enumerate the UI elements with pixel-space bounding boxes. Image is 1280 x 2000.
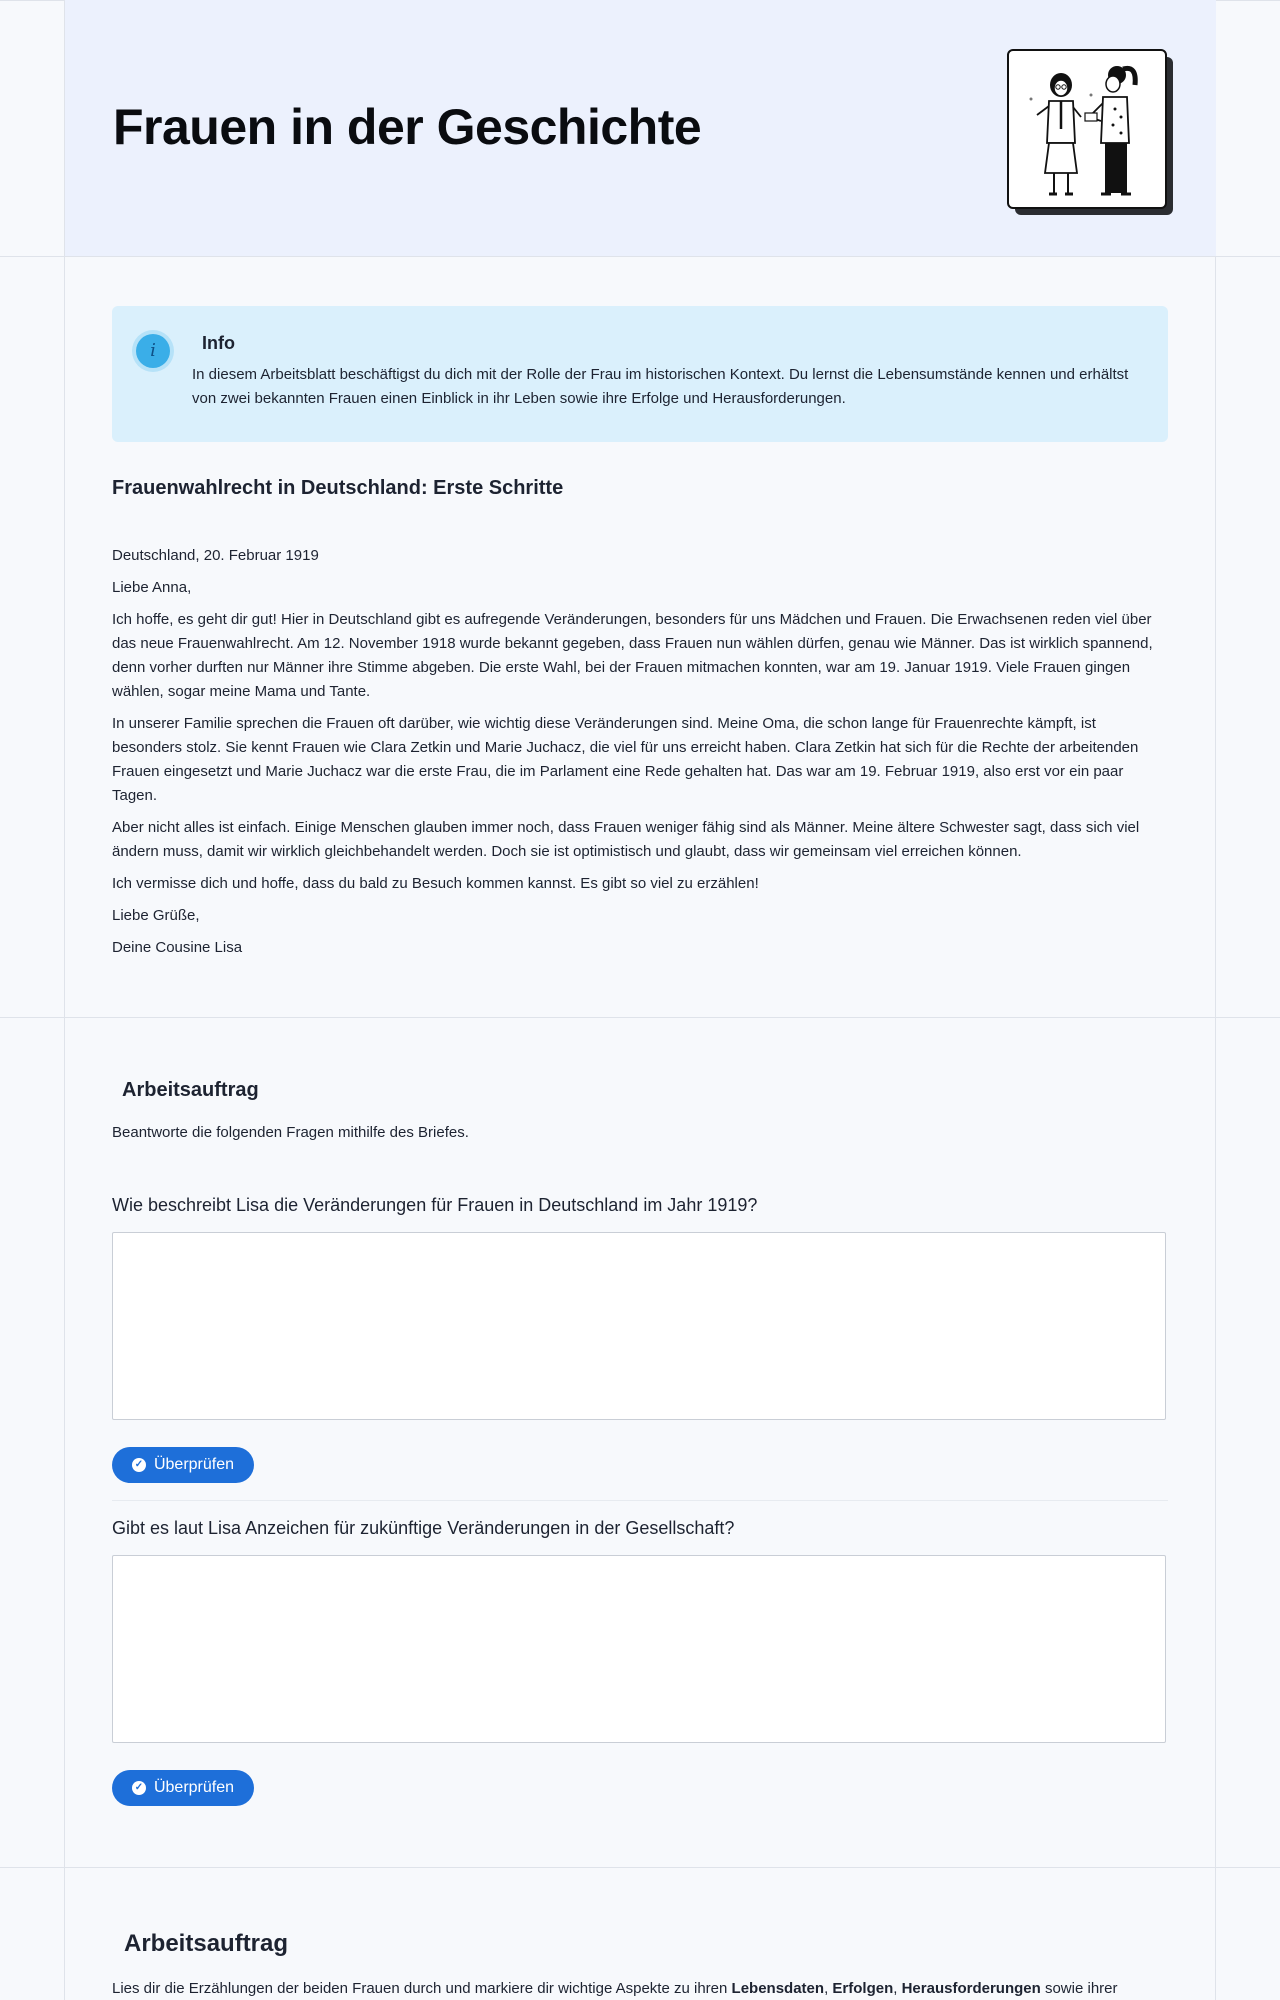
info-icon: i (136, 334, 170, 368)
info-text: In diesem Arbeitsblatt beschäftigst du dich mit der Rolle der Frau im historischen Kontext. Du lernst die Lebensumstände kennen und erhältst von zwei bekannten Frauen einen Einblick in ihr Leben sowie ihre Erfolge und Herausforderungen. (192, 366, 1129, 407)
letter-paragraph: Liebe Grüße, (112, 907, 200, 924)
task2-text (112, 1980, 1168, 1997)
letter-paragraph: Deutschland, 20. Februar 1919 (112, 547, 319, 564)
women-illustration (1007, 49, 1167, 209)
page-title: Frauen in der Geschichte (113, 99, 702, 155)
letter-body (112, 544, 1168, 968)
check-button-1[interactable] (112, 1447, 254, 1483)
grid-line-left (64, 0, 65, 2000)
question-1: Wie beschreibt Lisa die Veränderungen für Frauen in Deutschland im Jahr 1919? (112, 1195, 758, 1215)
check-circle-icon: ✓ (132, 1781, 146, 1795)
letter-paragraph: Liebe Anna, (112, 579, 192, 596)
check-button-label: Überprüfen (153, 1456, 235, 1473)
letter-title: Frauenwahlrecht in Deutschland: Erste Schritte (112, 477, 564, 499)
two-women-icon (1009, 51, 1165, 207)
letter-paragraph: Ich hoffe, es geht dir gut! Hier in Deutschland gibt es aufregende Veränderungen, besonders für uns Mädchen und Frauen. Die Erwachsenen reden viel über das neue Frauenwahlrecht. Am 12. November 1918 wurde bekannt gegeben, dass Frauen nun wählen dürfen, genau wie Männer. Das ist wirklich spannend, denn vorher durften nur Männer ihre Stimme abgeben. Die erste Wahl, bei der Frauen mitmachen konnten, war am 19. Januar 1919. Viele Frauen gingen wählen, sogar meine Mama und Tante. (112, 611, 1153, 700)
grid-line-right (1215, 0, 1216, 2000)
answer-field-1[interactable] (112, 1232, 1166, 1420)
grid-line-header (0, 256, 1280, 257)
task2-heading: Arbeitsauftrag (124, 1930, 289, 1957)
check-circle-icon: ✓ (132, 1458, 146, 1472)
keyword-erfolge: Erfolgen (832, 1980, 894, 1997)
task2-text-start: Lies dir die Erzählungen der beiden Frauen durch und markiere dir wichtige Aspekte zu ihren (112, 1980, 732, 1997)
check-button-label: Überprüfen (153, 1779, 235, 1796)
grid-line-section-2 (0, 1867, 1280, 1868)
task2-separator: , (824, 1980, 833, 1997)
task-intro: Beantworte die folgenden Fragen mithilfe des Briefes. (112, 1124, 469, 1141)
keyword-herausforderungen: Herausforderungen (901, 1980, 1041, 1997)
question-2: Gibt es laut Lisa Anzeichen für zukünftige Veränderungen in der Gesellschaft? (112, 1518, 735, 1538)
keyword-lebensdaten: Lebensdaten (731, 1980, 825, 1997)
task2-separator: , (893, 1980, 902, 1997)
answer-field-2[interactable] (112, 1555, 1166, 1743)
page-header (65, 0, 1216, 256)
question-divider (112, 1500, 1168, 1501)
grid-line-section-1 (0, 1017, 1280, 1018)
task-heading: Arbeitsauftrag (122, 1079, 259, 1101)
letter-paragraph: Ich vermisse dich und hoffe, dass du bald zu Besuch kommen kannst. Es gibt so viel zu erzählen! (112, 875, 759, 892)
letter-paragraph: Aber nicht alles ist einfach. Einige Menschen glauben immer noch, dass Frauen weniger fähig sind als Männer. Meine ältere Schwester sagt, dass sich viel ändern muss, damit wir wirklich gleichbehandelt werden. Doch sie ist optimistisch und glaubt, dass wir gemeinsam viel erreichen können. (112, 819, 1140, 860)
check-button-2[interactable] (112, 1770, 254, 1806)
info-box (112, 306, 1168, 442)
letter-paragraph: In unserer Familie sprechen die Frauen oft darüber, wie wichtig diese Veränderungen sind. Meine Oma, die schon lange für Frauenrechte kämpft, ist besonders stolz. Sie kennt Frauen wie Clara Zetkin und Marie Juchacz, die viel für uns erreicht haben. Clara Zetkin hat sich für die Rechte der arbeitenden Frauen eingesetzt und Marie Juchacz war die erste Frau, die im Parlament eine Rede gehalten hat. Das war am 19. Februar 1919, also erst vor ein paar Tagen. (112, 715, 1139, 804)
letter-paragraph: Deine Cousine Lisa (112, 939, 243, 956)
info-title: Info (202, 333, 235, 353)
task2-text-end: sowie ihrer (1040, 1980, 1118, 1997)
